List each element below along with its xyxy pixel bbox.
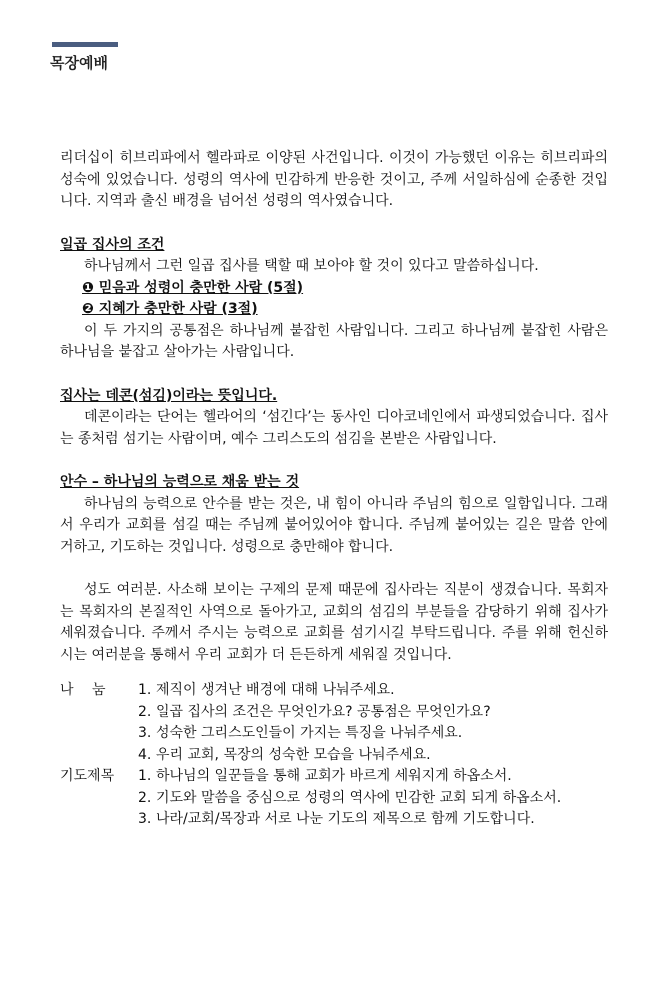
list-item xyxy=(138,766,608,788)
prayer-label: 기도제목 xyxy=(60,768,115,784)
list-item xyxy=(138,723,608,745)
list-text: 하나님의 일꾼들을 통해 교회가 바르게 세워지게 하옵소서. xyxy=(156,768,512,784)
list-item xyxy=(138,680,608,702)
section-heading-conditions: 일곱 집사의 조건 xyxy=(60,236,165,253)
list-text: 우리 교회, 목장의 성숙한 모습을 나눠주세요. xyxy=(156,746,431,763)
list-number: 2. xyxy=(138,789,152,806)
document-body xyxy=(60,148,608,831)
section-body-conditions: 이 두 가지의 공통점은 하나님께 붙잡힌 사람입니다. 그리고 하나님께 붙잡힌 사람은 하나님을 붙잡고 살아가는 사람입니다. xyxy=(60,322,608,360)
list-number: 4. xyxy=(138,746,152,763)
conclusion-paragraph: 성도 여러분. 사소해 보이는 구제의 문제 때문에 집사라는 직분이 생겼습니다. 목회자는 목회자의 본질적인 사역으로 돌아가고, 교회의 섬김의 부분들을 감당하기 위해 집사가 세워졌습니다. 주께서 주시는 능력으로 교회를 섬기시길 부탁드립니다. 주를 위해 헌신하시는 여러분을 통해서 우리 교회가 더 든든하게 세워질 것입니다. xyxy=(60,582,608,663)
list-text: 기도와 말씀을 중심으로 성령의 역사에 민감한 교회 되게 하옵소서. xyxy=(156,789,562,806)
list-number: 2. xyxy=(138,703,152,720)
list-item xyxy=(138,745,608,767)
section-heading-deacon: 집사는 데콘(섬김)이라는 뜻입니다. xyxy=(60,387,278,404)
condition-point-1: ❶ 믿음과 성령이 충만한 사람 (5절) xyxy=(82,279,304,296)
list-text: 일곱 집사의 조건은 무엇인가요? 공통점은 무엇인가요? xyxy=(156,703,491,720)
prayer-topics xyxy=(60,766,608,831)
list-number: 3. xyxy=(138,811,152,827)
list-text: 나라/교회/목장과 서로 나눈 기도의 제목으로 함께 기도합니다. xyxy=(156,811,535,827)
list-number: 1. xyxy=(138,768,152,784)
list-number: 3. xyxy=(138,725,152,741)
list-item xyxy=(138,809,608,831)
section-body-ordination: 하나님의 능력으로 안수를 받는 것은, 내 힘이 아니라 주님의 힘으로 일함입니다. 그래서 우리가 교회를 섬길 때는 주님께 붙어있어야 합니다. 주님께 붙어있는 길은 말씀 안에 거하고, 기도하는 것입니다. 성령으로 충만해야 합니다. xyxy=(60,495,608,555)
page-title: 목장예배 xyxy=(50,54,108,72)
sharing-label: 나 눔 xyxy=(60,682,106,698)
list-number: 1. xyxy=(138,682,152,698)
list-text: 성숙한 그리스도인들이 가지는 특징을 나눠주세요. xyxy=(156,725,463,741)
sharing-questions xyxy=(60,680,608,831)
condition-point-2: ❷ 지혜가 충만한 사람 (3절) xyxy=(82,301,258,317)
section-heading-ordination: 안수 – 하나님의 능력으로 채움 받는 것 xyxy=(60,474,300,490)
intro-paragraph: 리더십이 히브리파에서 헬라파로 이양된 사건입니다. 이것이 가능했던 이유는 히브리파의 성숙에 있었습니다. 성령의 역사에 민감하게 반응한 것이고, 주께 서일하심에 순종한 것입니다. 지역과 출신 배경을 넘어선 성령의 역사였습니다. xyxy=(60,150,608,209)
list-text: 제직이 생겨난 배경에 대해 나눠주세요. xyxy=(156,682,395,698)
section-body-deacon: 데콘이라는 단어는 헬라어의 ‘섬긴다’는 동사인 디아코네인에서 파생되었습니다. 집사는 종처럼 섬기는 사람이며, 예수 그리스도의 섬김을 본받은 사람입니다. xyxy=(60,409,608,447)
section-intro-conditions: 하나님께서 그런 일곱 집사를 택할 때 보아야 할 것이 있다고 말씀하십니다. xyxy=(84,258,539,274)
list-item xyxy=(138,788,608,810)
list-item xyxy=(138,702,608,724)
header-accent-bar xyxy=(52,42,118,47)
